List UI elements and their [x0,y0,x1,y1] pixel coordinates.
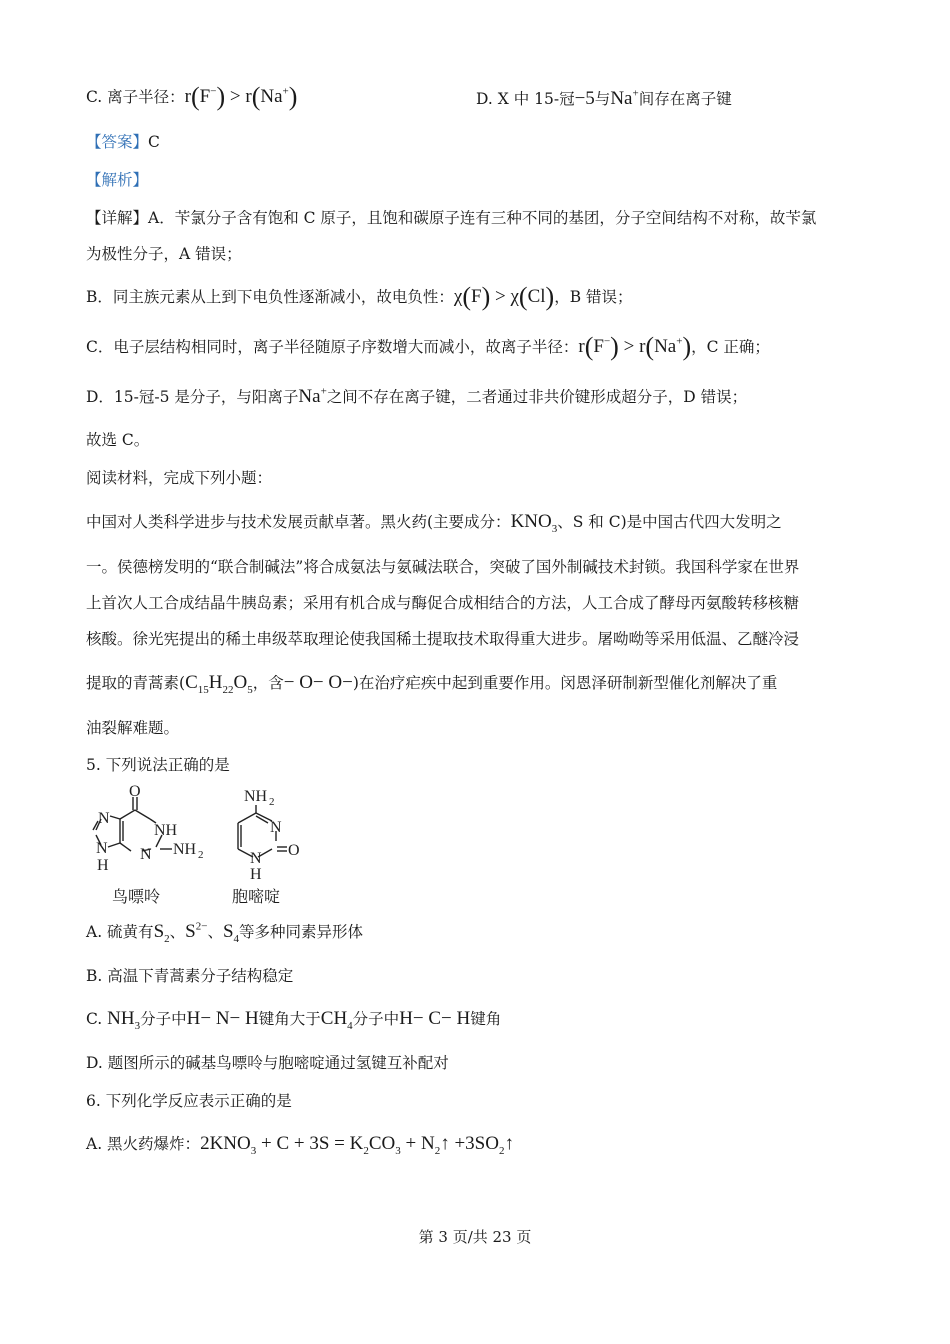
reading-p4: 核酸。徐光宪提出的稀土串级萃取理论使我国稀土提取技术取得重大进步。屠呦呦等采用低温、乙醚冷浸 [86,630,800,648]
reading-p3: 上首次人工合成结晶牛胰岛素；采用有机合成与酶促合成相结合的方法，人工合成了酵母丙氨酸转移核糖 [86,594,800,612]
guanine-N7: N [98,810,110,827]
answer: 【答案】C [86,133,160,151]
base-structures-figure [88,783,318,911]
detail-c: C．电子层结构相同时，离子半径随原子序数增大而减小，故离子半径：r(F−) > r(Na+)，C 正确； [86,332,770,361]
cytosine-label: 胞嘧啶 [232,887,281,906]
analysis-tag: 【解析】 [86,171,149,189]
guanine-NH2: NH [173,841,197,858]
q6-option-a: A. 黑火药爆炸：$2KNO_3 + C + 3S = K_2CO_3$ + $N_2↑$ $+3SO_2↑$ [86,1133,514,1157]
q6-stem: 6. 下列化学反应表示正确的是 [86,1092,292,1110]
detail-d: D．15-冠-5 是分子，与阳离子Na+之间不存在离子键，二者通过非共价键形成超分子，D 错误； [86,385,748,407]
detail-line-1: 【详解】A．苄氯分子含有饱和 C 原子，且饱和碳原子连有三种不同的基团，分子空间结构不对称，故苄氯 [86,209,817,227]
reading-p2: 一。侯德榜发明的“联合制碱法”将合成氨法与氨碱法联合，突破了国外制碱技术封锁。我国科学家在世界 [86,558,800,576]
reading-p6: 油裂解难题。 [86,719,180,737]
guanine-label: 鸟嘌呤 [112,887,161,906]
cytosine-NH2: NH [244,788,268,805]
q5-option-d: D. 题图所示的碱基鸟嘌呤与胞嘧啶通过氢键互补配对 [86,1054,449,1072]
page-footer: 第 3 页/共 23 页 [418,1228,532,1246]
detail-b: B．同主族元素从上到下电负性逐渐减小，故电负性：χ(F) > χ(Cl)，B 错误； [86,282,633,311]
reading-intro: 阅读材料，完成下列小题： [86,469,273,487]
guanine-NH: NH [154,822,178,839]
guanine-O: O [129,783,141,800]
guanine-NH2-sub: 2 [198,849,204,861]
detail-line-2: 为极性分子，A 错误； [86,245,242,263]
cytosine-N1: N [250,850,262,867]
conclusion: 故选 C。 [86,431,150,449]
cytosine-N3: N [270,819,282,836]
reading-p5: 提取的青蒿素($C_{15}H_{22}O_5$，含− O− O−)在治疗疟疾中起到重要作用。闵恩泽研制新型催化剂解决了重 [86,672,778,696]
guanine-N3: N [140,846,152,863]
guanine-N9: N [96,840,108,857]
q5-stem: 5. 下列说法正确的是 [86,756,230,774]
option-c-prev: C. 离子半径：r(F−) > r(Na+) [86,82,298,111]
cytosine-H1: H [250,866,262,883]
q5-option-b: B. 高温下青蒿素分子结构稳定 [86,967,294,985]
q5-option-a: A. 硫黄有$S_2$、$S^{2-}$、$S_4$等多种同素异形体 [86,920,364,945]
molecule-drawings [88,783,318,883]
guanine-H9: H [97,857,109,874]
q5-option-c: C. $NH_3$分子中H− N− H键角大于$CH_4$分子中H− C− H键角 [86,1008,502,1032]
cytosine-O: O [288,842,300,859]
reading-p1: 中国对人类科学进步与技术发展贡献卓著。黑火药(主要成分：$KNO_3$、S 和 C)是中国古代四大发明之 [86,511,782,535]
option-d-prev: D. X 中 15-冠−5与Na+间存在离子键 [476,87,732,109]
cytosine-NH2-sub: 2 [269,796,275,808]
